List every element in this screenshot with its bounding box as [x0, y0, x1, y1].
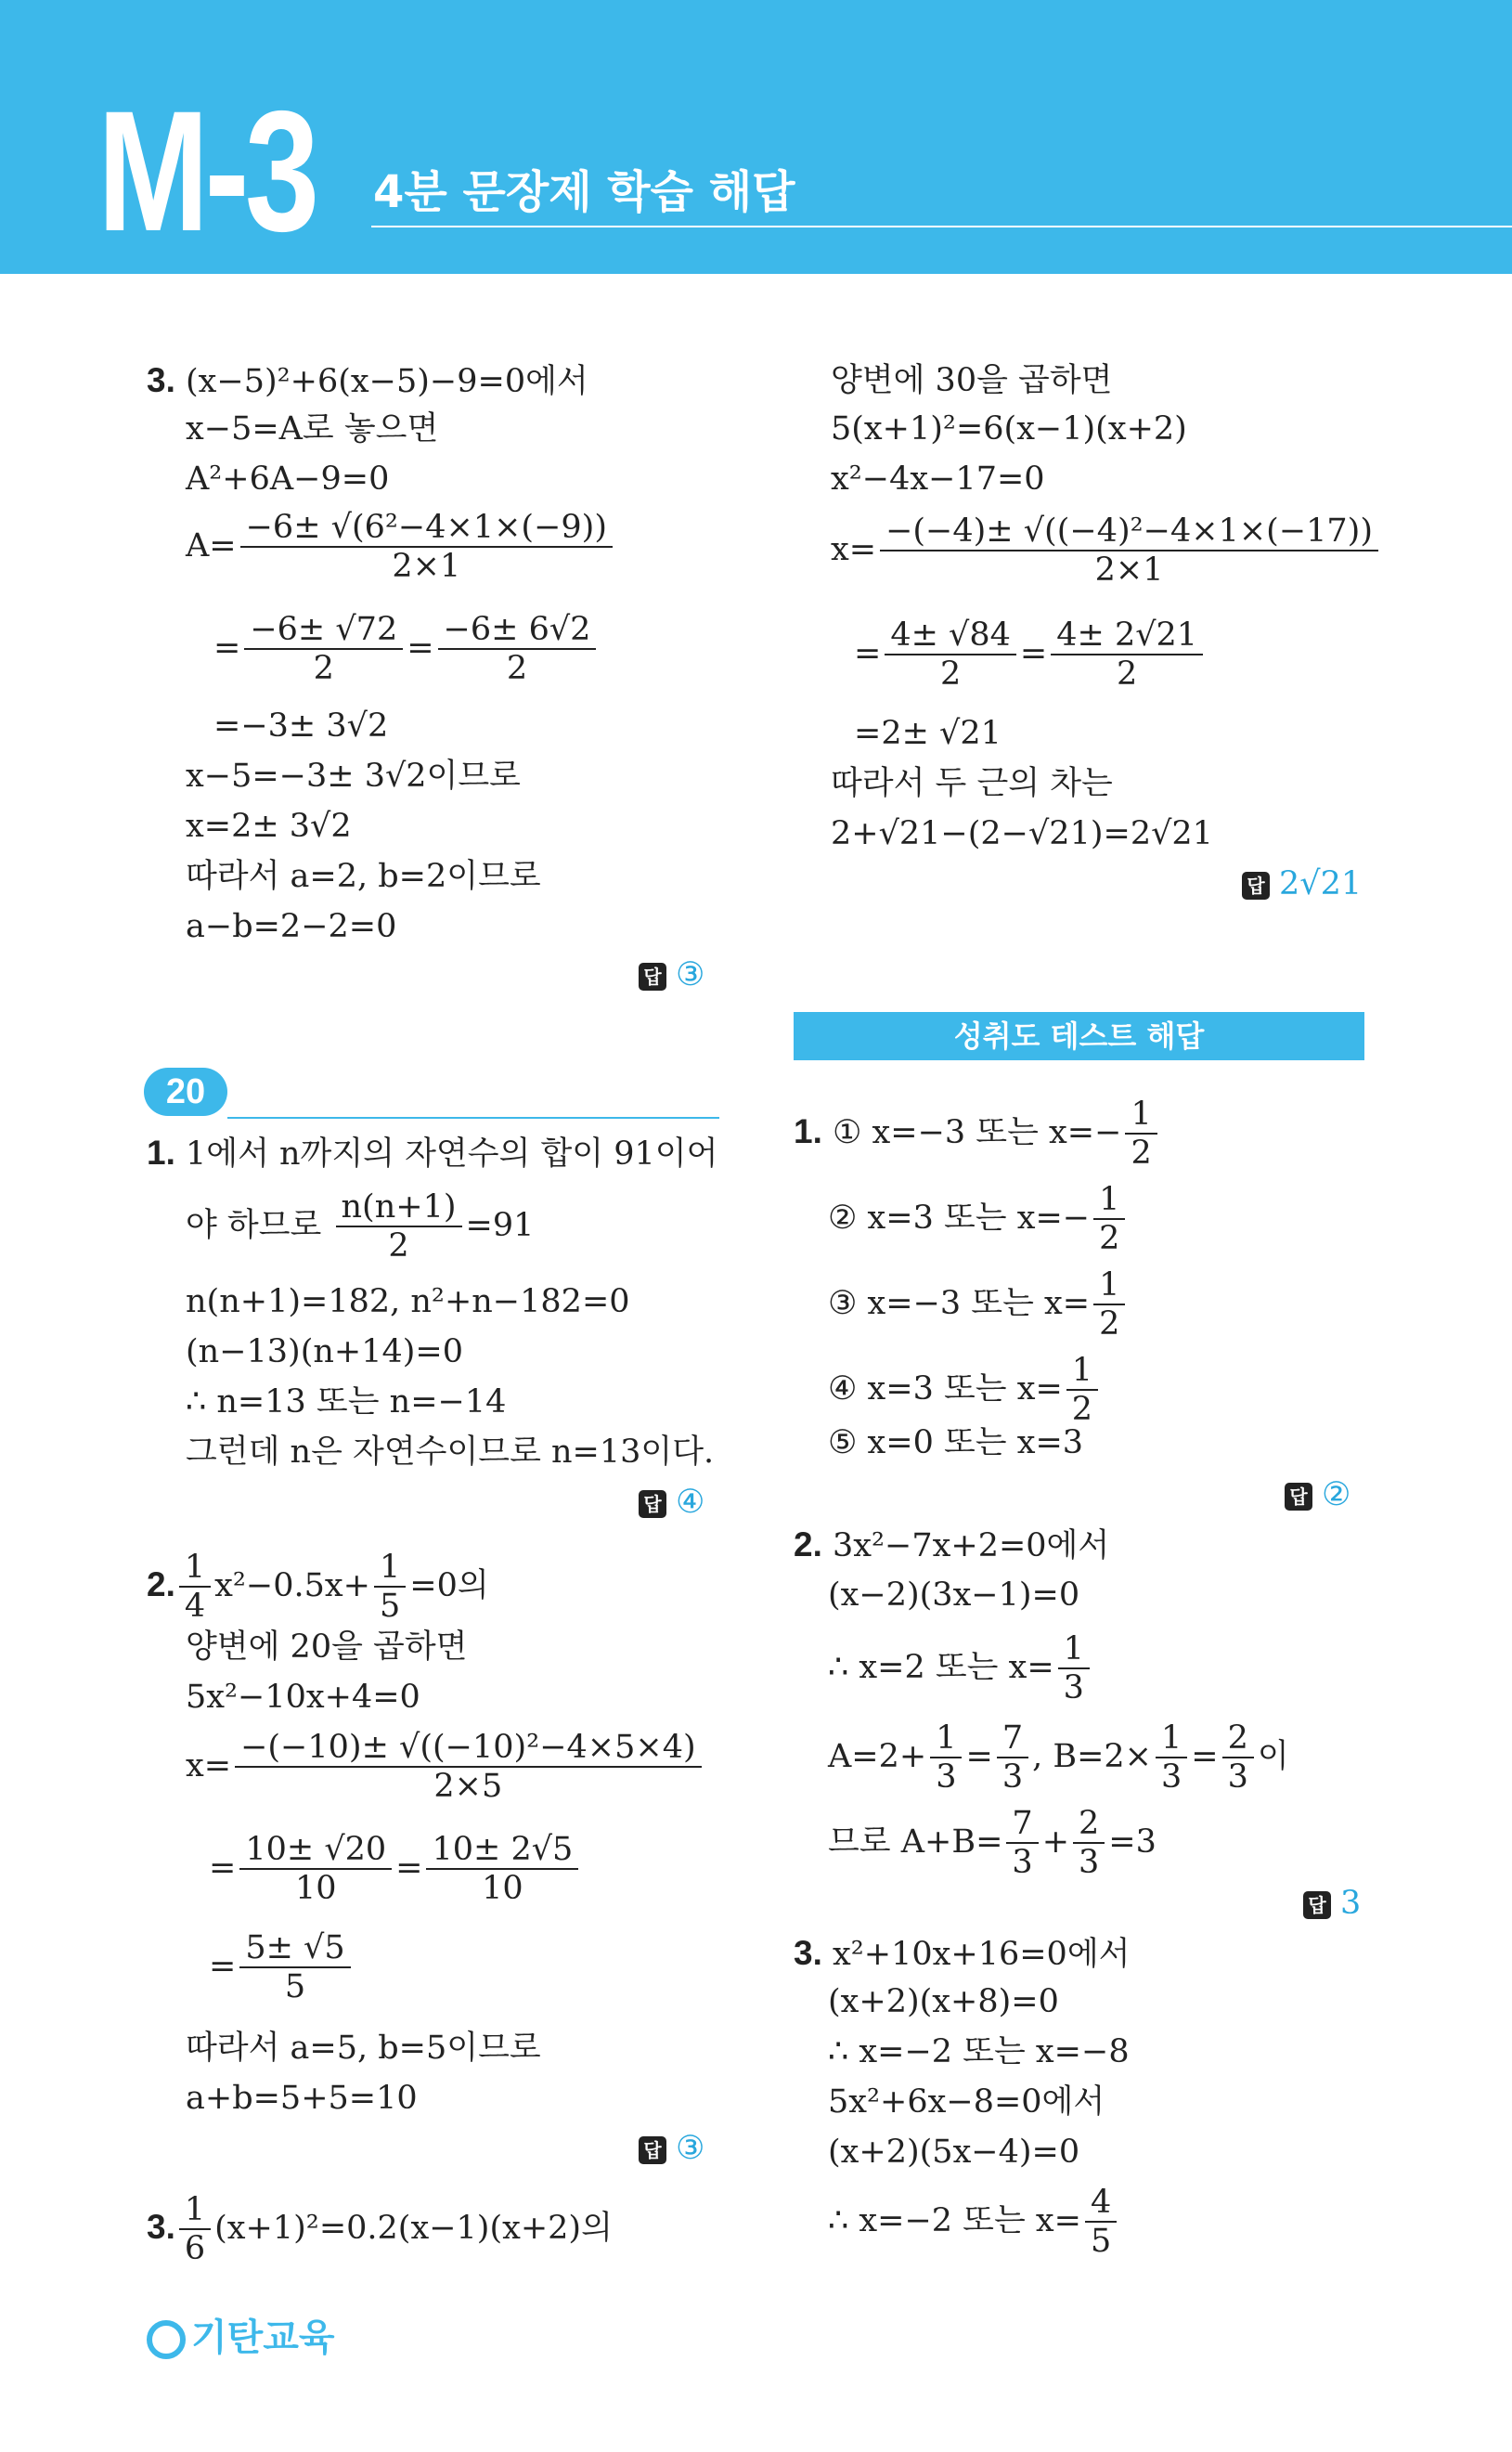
unit-code: M-3	[97, 76, 316, 267]
t3-line6: ∴ x=−2 또는 x= $\frac{4}{5}$	[828, 2184, 1120, 2261]
q2-line7: 따라서 a=5, b=5이므로	[186, 2030, 541, 2067]
t3-line1: 3. x²+10x+16=0에서	[794, 1934, 1131, 1973]
answer-icon: 답	[1285, 1483, 1312, 1511]
p3-line9: 따라서 a=2, b=2이므로	[186, 858, 541, 895]
cont-line7: 따라서 두 근의 차는	[831, 765, 1113, 802]
p3-line4: A= $\frac{\text{−6± √(6²−4×1×(−9))}}{2\times 1}$	[186, 509, 616, 586]
t1-option5: ⑤ x=0 또는 x=3	[828, 1424, 1084, 1461]
q2-answer: 답 ③	[639, 2130, 704, 2167]
t3-line5: (x+2)(5x−4)=0	[828, 2134, 1080, 2171]
cont-line5: = $\frac{4\pm √84}{2}$ = $\frac{4\pm 2√21}{2}$	[854, 616, 1207, 694]
p3-answer: 답 ③	[639, 956, 704, 993]
q2-line6: = $\frac{5\pm √5}{5}$	[209, 1929, 355, 2006]
t2-line5: 므로 A+B= $\frac{7}{3}$ + $\frac{2}{3}$ =3	[828, 1805, 1157, 1882]
q2-line8: a+b=5+5=10	[186, 2080, 418, 2117]
q2-line3: 5x²−10x+4=0	[186, 1679, 420, 1716]
t2-line3: ∴ x=2 또는 x= $\frac{1}{3}$	[828, 1630, 1093, 1707]
publisher-logo: 기탄교육	[147, 2308, 335, 2361]
q1-line4: (n−13)(n+14)=0	[186, 1333, 464, 1370]
cont-answer: 답 2√21	[1242, 865, 1362, 902]
p3-line7: x−5=−3± 3√2이므로	[186, 758, 521, 795]
header-band	[0, 0, 1512, 274]
cont-line3: x²−4x−17=0	[831, 461, 1045, 498]
p3-line10: a−b=2−2=0	[186, 908, 397, 945]
section-divider	[227, 1117, 719, 1119]
header-divider	[371, 226, 1512, 227]
t2-line4: A=2+ $\frac{1}{3}$ = $\frac{7}{3}$ , B=2× $\frac{1}{3}$ = $\frac{2}{3}$ 이	[828, 1719, 1289, 1797]
q1-answer: 답 ④	[639, 1484, 704, 1521]
t3-line4: 5x²+6x−8=0에서	[828, 2083, 1105, 2121]
cont-line2: 5(x+1)²=6(x−1)(x+2)	[831, 410, 1187, 448]
unit-title: 4분 문장제 학습 해답	[373, 166, 795, 218]
answer-icon: 답	[639, 1490, 666, 1518]
t3-line2: (x+2)(x+8)=0	[828, 1983, 1059, 2020]
q2-line1: 2. $\frac{1}{4}$ x²−0.5x+ $\frac{1}{5}$ =0의	[147, 1549, 489, 1626]
q2-line2: 양변에 20을 곱하면	[186, 1628, 468, 1666]
answer-icon: 답	[639, 2136, 666, 2164]
t1-option4: ④ x=3 또는 x= $\frac{1}{2}$	[828, 1352, 1102, 1429]
answer-icon: 답	[639, 963, 666, 991]
cont-line4: x= $\frac{\text{−(−4)± √((−4)²−4×1×(−17))}}{2\times 1}$	[831, 512, 1382, 590]
cont-line8: 2+√21−(2−√21)=2√21	[831, 815, 1213, 852]
q1-line5: ∴ n=13 또는 n=−14	[186, 1383, 507, 1421]
q2-line4: x= $\frac{\text{−(−10)± √((−10)²−4×5×4)}}{2\times 5}$	[186, 1729, 705, 1806]
cont-line6: =2± √21	[854, 715, 1002, 752]
t3-line3: ∴ x=−2 또는 x=−8	[828, 2033, 1130, 2070]
t2-line2: (x−2)(3x−1)=0	[828, 1576, 1080, 1614]
p3-line5: = $\frac{-6\pm √72}{2}$ = $\frac{-6\pm 6√2}{2}$	[213, 611, 600, 688]
achievement-test-header: 성취도 테스트 해답	[794, 1012, 1364, 1060]
answer-icon: 답	[1242, 872, 1270, 900]
p3-line8: x=2± 3√2	[186, 808, 352, 845]
cont-line1: 양변에 30을 곱하면	[831, 362, 1113, 399]
t2-line1: 2. 3x²−7x+2=0에서	[794, 1525, 1110, 1564]
t1-answer: 답 ②	[1285, 1476, 1350, 1513]
t2-answer: 답 3	[1303, 1885, 1361, 1922]
p3-line6: =−3± 3√2	[213, 707, 389, 745]
q1-line3: n(n+1)=182, n²+n−182=0	[186, 1283, 630, 1320]
p3-line1: 3. (x−5)²+6(x−5)−9=0에서	[147, 361, 588, 400]
q2-line5: = $\frac{10\pm √20}{10}$ = $\frac{10\pm 2√5}{10}$	[209, 1831, 582, 1908]
p3-line2: x−5=A로 놓으면	[186, 410, 439, 448]
q1-line6: 그런데 n은 자연수이므로 n=13이다.	[186, 1434, 715, 1471]
q1-line2: 야 하므로 $\frac{n(n+1)}{2}$ =91	[186, 1188, 535, 1265]
p3-line3: A²+6A−9=0	[186, 461, 390, 498]
t1-option1: 1. ① x=−3 또는 x=− $\frac{1}{2}$	[794, 1096, 1161, 1173]
answer-icon: 답	[1303, 1891, 1331, 1919]
t1-option3: ③ x=−3 또는 x= $\frac{1}{2}$	[828, 1266, 1129, 1343]
g-logo-icon	[147, 2320, 186, 2359]
section-badge: 20	[144, 1068, 227, 1116]
q1-line1: 1. 1에서 n까지의 자연수의 합이 91이어	[147, 1134, 718, 1173]
q3-line1: 3. $\frac{1}{6}$ (x+1)²=0.2(x−1)(x+2)의	[147, 2191, 613, 2268]
t1-option2: ② x=3 또는 x=− $\frac{1}{2}$	[828, 1181, 1129, 1258]
